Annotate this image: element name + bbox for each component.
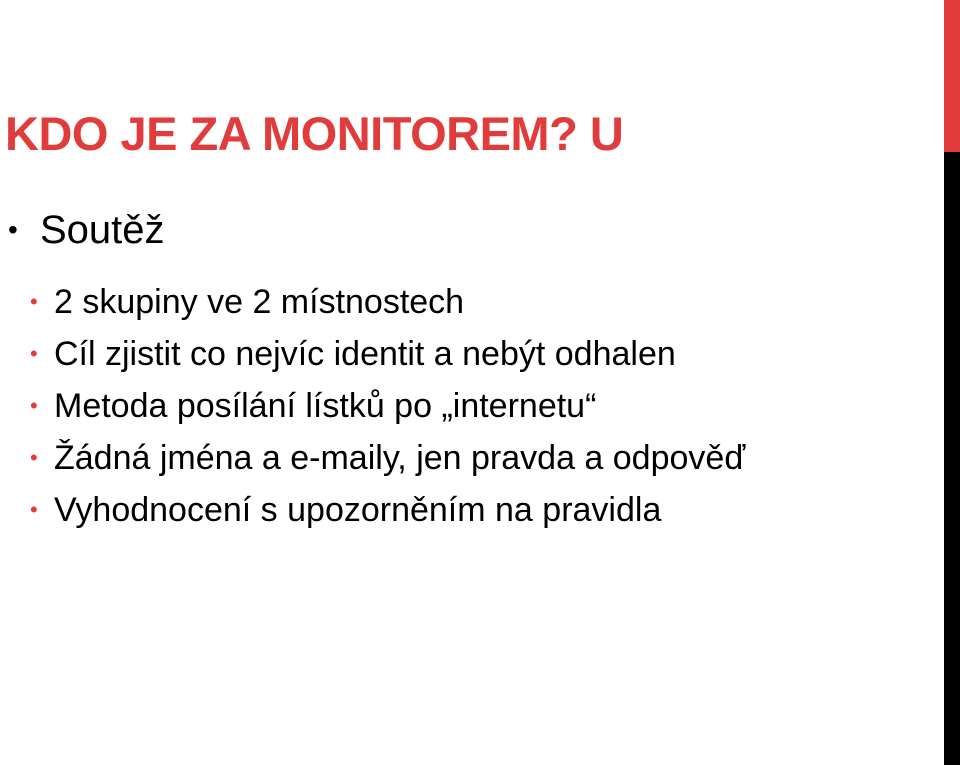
sub-bullet-list	[0, 276, 930, 536]
sub-bullet-item	[0, 328, 774, 380]
bullet-dot-icon: •	[30, 497, 38, 522]
edge-bar-accent	[944, 0, 960, 152]
sub-bullet-text: Žádná jména a e-maily, jen pravda a odpověď	[54, 439, 746, 477]
sub-bullet-item	[0, 276, 774, 328]
sub-bullet-item	[0, 380, 774, 432]
sub-bullet-text: Vyhodnocení s upozorněním na pravidla	[54, 491, 662, 529]
sub-bullet-text: Cíl zjistit co nejvíc identit a nebýt odhalen	[54, 335, 676, 373]
sub-bullet-item	[0, 432, 774, 484]
bullet-dot-icon: •	[30, 393, 38, 418]
bullet-dot-icon: •	[30, 289, 38, 314]
bullet-level1-text: Soutěž	[40, 208, 165, 252]
bullet-dot-icon: •	[8, 214, 18, 245]
bullet-dot-icon: •	[30, 341, 38, 366]
sub-bullet-item	[0, 484, 774, 536]
bullet-dot-icon: •	[30, 445, 38, 470]
slide-title: KDO JE ZA MONITOREM? U	[5, 107, 624, 160]
edge-bar-dark	[944, 152, 960, 765]
sub-bullet-text: 2 skupiny ve 2 místnostech	[54, 283, 465, 321]
sub-bullet-text: Metoda posílání lístků po „internetu“	[54, 387, 597, 425]
